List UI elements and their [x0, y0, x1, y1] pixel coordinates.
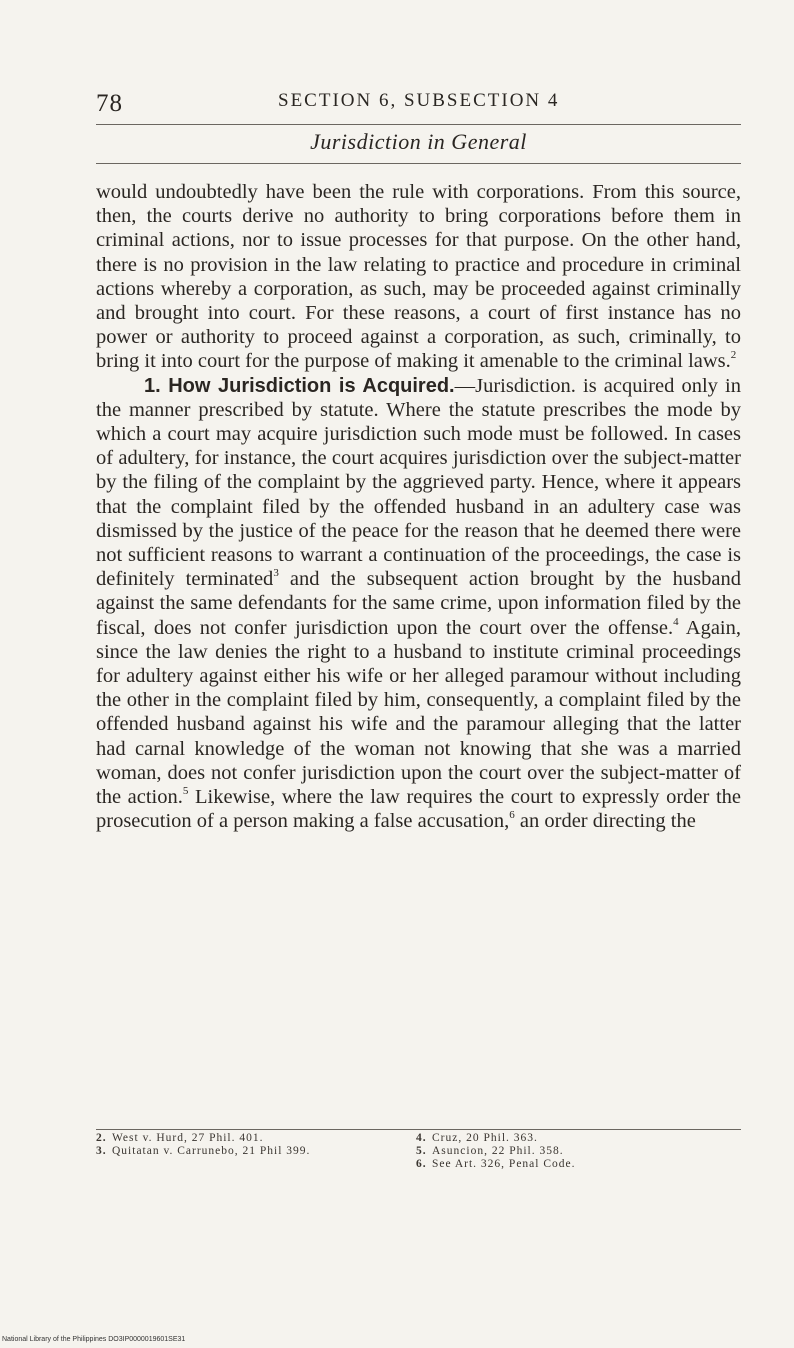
section-heading: 1. How Jurisdiction is Acquired. — [144, 374, 455, 397]
footnote-text: See Art. 326, Penal Code. — [432, 1158, 576, 1170]
paragraph-2-text-a: —Jurisdiction. is acquired only in the manner prescribed by statute. Where the statute prescribes the mode by which a court may acquire jurisdiction such mode must be followed. In cases of adultery, for instance, the court acquires jurisdiction over the subject-matter by the filing of the complaint by the aggrieved party. Hence, where it appears that the complaint filed by the offended husband in an adultery case was dismissed by the justice of the peace for the reason that he deemed there were not sufficient reasons to warrant a continuation of the proceedings, the case is definitely terminated — [96, 374, 741, 591]
footnote-ref-2: 2 — [730, 349, 737, 362]
footnote-5 — [416, 1145, 726, 1158]
footnote-number: 6. — [416, 1158, 427, 1170]
footnote-4 — [416, 1132, 726, 1145]
paragraph-2-text-d: Likewise, where the law requires the court to expressly order the prosecution of a person making a false accusation, — [96, 786, 741, 833]
footnote-ref-4: 4 — [673, 615, 679, 628]
footnote-text: West v. Hurd, 27 Phil. 401. — [112, 1132, 264, 1144]
footnote-number: 2. — [96, 1132, 107, 1144]
footnote-2 — [96, 1132, 406, 1145]
footnote-3 — [96, 1145, 406, 1158]
paragraph-2-text-b: and the subsequent action brought by the husband against the same defendants for the same crime, upon information filed by the fiscal, does not confer jurisdiction upon the court over the offense. — [96, 568, 741, 639]
page-number: 78 — [96, 90, 123, 117]
header-rule-top — [96, 124, 741, 125]
footnote-ref-5: 5 — [182, 785, 189, 798]
footnote-number: 3. — [96, 1145, 107, 1157]
body-text — [96, 180, 741, 833]
paragraph-2 — [96, 374, 741, 834]
paragraph-2-text-e: an order directing the — [514, 810, 696, 833]
paragraph-1-text: would undoubtedly have been the rule with corporations. From this source, then, the courts derive no authority to bring corporations before them in criminal actions, nor to issue processes for that purpose. On the other hand, there is no provision in the law relating to practice and procedure in criminal actions whereby a corporation, as such, may be proceeded against criminally and brought into court. For these reasons, a court of first instance has no power or authority to proceed against a corporation, as such, criminally, to bring it into court for the purpose of making it amenable to the criminal laws. — [96, 181, 741, 373]
running-header — [96, 88, 741, 122]
header-rule-bottom — [96, 163, 741, 164]
footnote-number: 5. — [416, 1145, 427, 1157]
footnote-text: Asuncion, 22 Phil. 358. — [432, 1145, 564, 1157]
footnote-rule — [96, 1129, 741, 1130]
footnote-number: 4. — [416, 1132, 427, 1144]
footnote-ref-6: 6 — [509, 809, 515, 822]
footnote-text: Quitatan v. Carrunebo, 21 Phil 399. — [112, 1145, 311, 1157]
footnote-ref-3: 3 — [273, 567, 279, 580]
section-title: SECTION 6, SUBSECTION 4 — [278, 90, 560, 111]
footnotes-left-column — [96, 1132, 406, 1158]
footnotes-right-column — [416, 1132, 726, 1171]
paragraph-1 — [96, 180, 741, 374]
footnote-text: Cruz, 20 Phil. 363. — [432, 1132, 538, 1144]
page-subtitle: Jurisdiction in General — [310, 129, 527, 154]
paragraph-2-text-c: Again, since the law denies the right to a husband to institute criminal proceedings for adultery against either his wife or her alleged paramour without including the other in the complaint filed by him, consequently, a complaint filed by the offended husband against his wife and the paramour alleging that the latter had carnal knowledge of the woman not knowing that she was a married woman, does not confer jurisdiction upon the court over the subject-matter of the action. — [96, 616, 742, 809]
footnote-6 — [416, 1158, 726, 1171]
scan-credit: National Library of the Philippines DO3IP0000019601SE31 — [2, 1336, 186, 1343]
